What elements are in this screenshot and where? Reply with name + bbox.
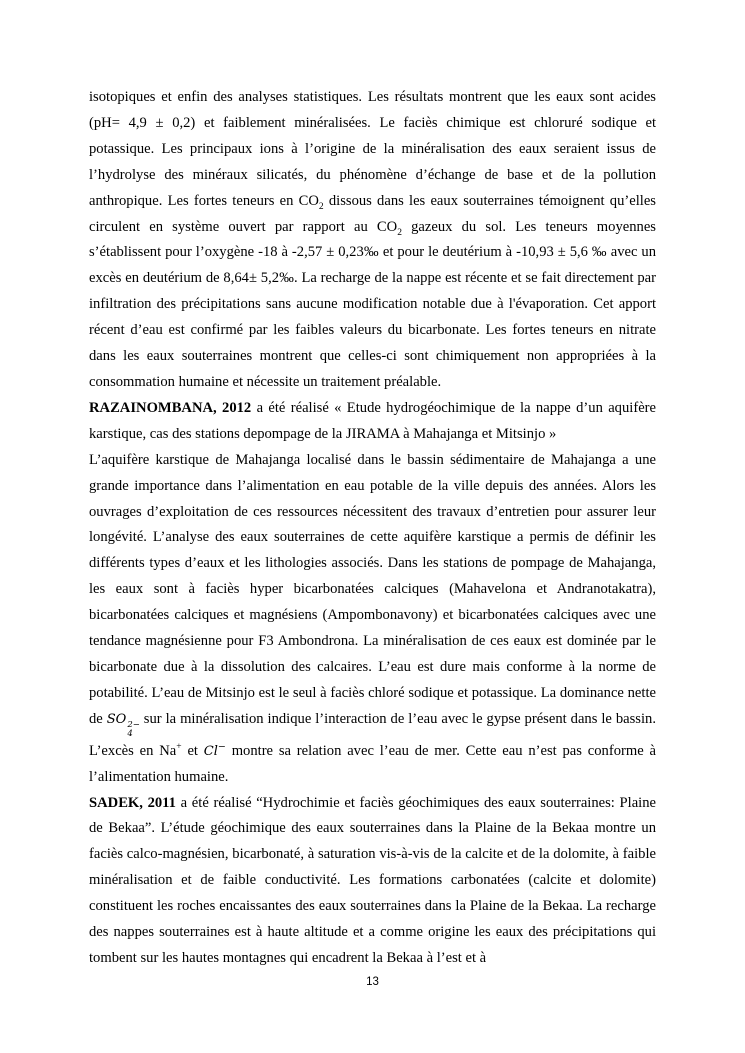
author-citation: SADEK, 2011 (89, 794, 176, 811)
page-number: 13 (366, 976, 379, 988)
chloride-formula: Cl− (203, 741, 226, 759)
sodium-charge: + (176, 741, 182, 752)
co2-subscript: 2 (397, 227, 402, 238)
body-text (89, 85, 656, 972)
sulfate-formula: SO 2− 4 (106, 711, 140, 739)
co2-subscript: 2 (318, 201, 324, 212)
paragraph-isotope-study: isotopiques et enfin des analyses statistiques. Les résultats montrent que les eaux sont acides (pH= 4,9 ± 0,2) et faiblement minéralisées. Le faciès chimique est chloruré sodique et potassique. Les principaux ions à l’origine de la minéralisation des eaux seraient issus de l’hydrolyse des minéraux silicatés, du phénomène d’échange de base et de la pollution anthropique. Les fortes teneurs en $CO_2$ dissous dans les eaux souterraines témoignent qu’elles circulent en système ouvert par rapport au $CO_2$ gazeux du sol. Les teneurs moyennes s’établissent pour l’oxygène -18 à -2,57 ± 0,23‰ et pour le deutérium à -10,93 ± 5,6 ‰ avec un excès en deutérium de 8,64± 5,2‰. La recharge de la nappe est récente et se fait directement par infiltration des précipitations sans aucune modification notable due à l'évaporation. Cet apport récent d’eau est confirmé par les faibles valeurs du bicarbonate. Les fortes teneurs en nitrate dans les eaux souterraines montrent que celles-ci sont chimiquement non appropriées à la consommation humaine et nécessite un traitement préalable. (89, 89, 656, 390)
author-citation: RAZAINOMBANA, 2012 (89, 399, 252, 416)
paragraph-razainombana: RAZAINOMBANA, 2012 a été réalisé « Etude hydrogéochimique de la nappe d’un aquifère karstique, cas des stations depompage de la JIRAMA à Mahajanga et Mitsinjo » (89, 399, 657, 442)
paragraph-sadek: SADEK, 2011 a été réalisé “Hydrochimie et faciès géochimiques des eaux souterraines: Plaine de Bekaa”. L’étude géochimique des eaux souterraines dans la Plaine de la Bekaa montre un faciès calco-magnésien, bicarbonaté, à saturation vis-à-vis de la calcite et de la dolomite, à faible minéralisation et de faible conductivité. Les formations carbonatées (calcite et dolomite) constituent les roches encaissantes des eaux souterraines dans la Plaine de la Bekaa. La recharge des nappes souterraines est à haute altitude et a comme origine les eaux des précipitations qui tombent sur les hautes montagnes qui encadrent la Bekaa à l’est et à (89, 794, 656, 966)
paragraph-mahajanga-aquifer: L’aquifère karstique de Mahajanga localisé dans le bassin sédimentaire de Mahajanga a une grande importance dans l’alimentation en eau potable de la ville depuis des années. Alors les ouvrages d’exploitation de ces ressources nécessitent des travaux d’entretien pour assurer leur longévité. L’analyse des eaux souterraines de cette aquifère karstique a permis de définir les différents types d’eaux et les lithologies associés. Dans les stations de pompage de Mahajanga, les eaux sont à faciès hyper bicarbonatées calciques (Mahavelona et Andranotakatra), bicarbonatées calciques et magnésiens (Ampombonavony) et bicarbonatées calciques avec une tendance magnésienne pour F3 Ambondrona. La minéralisation de ces eaux est dominée par le bicarbonate due à la dissolution des calcaires. L’eau est dure mais conforme à la norme de potabilité. L’eau de Mitsinjo est le seul à faciès chloré sodique et potassique. La dominance nette de SO 2− 4 sur la minéralisation indique l’interaction de l’eau avec le gypse présent dans le bassin. L’excès en Na+ et Cl− montre sa relation avec l’eau de mer. Cette eau n’est pas conforme à l’alimentation humaine. (89, 451, 656, 785)
